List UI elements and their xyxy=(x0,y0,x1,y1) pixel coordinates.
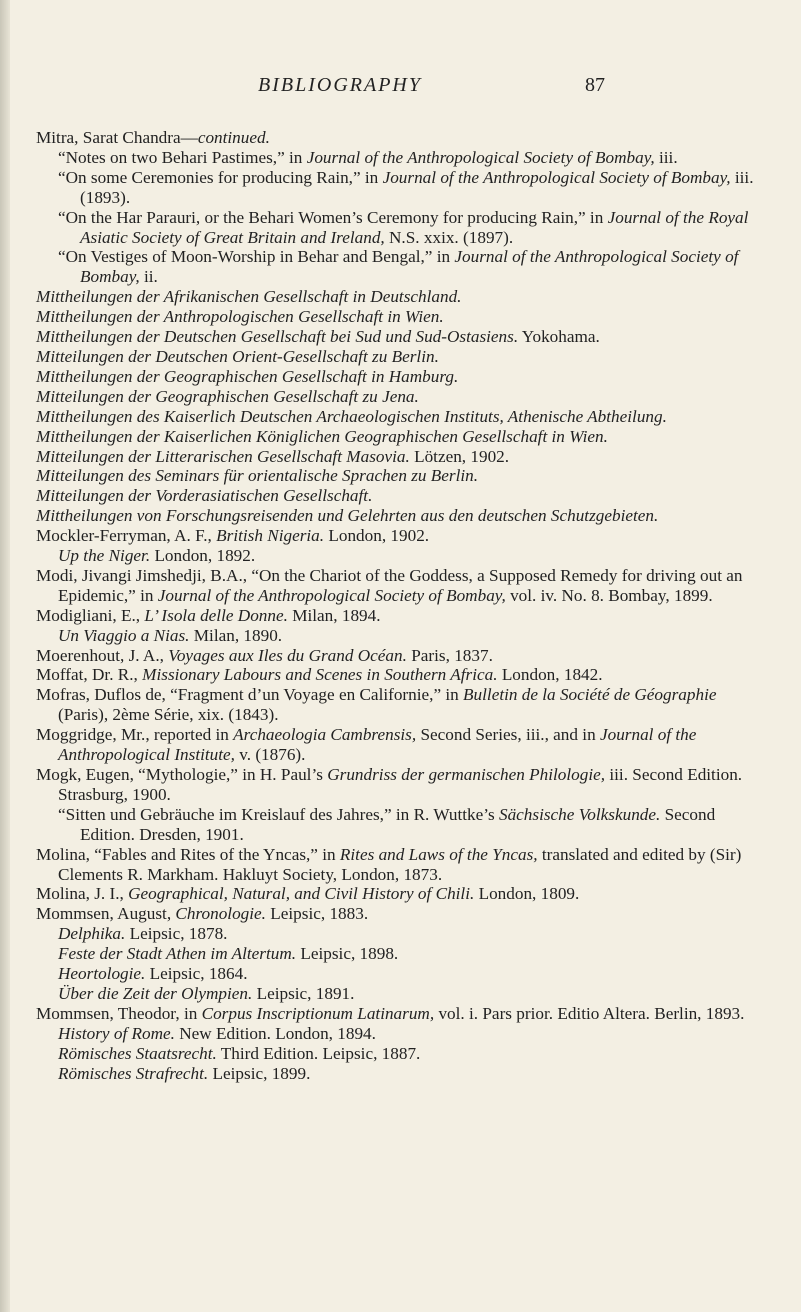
bibliography-entry xyxy=(36,566,764,606)
entry-text: Second Series, iii., and in xyxy=(416,725,600,745)
bibliography-entry xyxy=(36,526,764,546)
entry-text: Milan, 1890. xyxy=(189,625,283,645)
bibliography-entry xyxy=(36,606,764,626)
entry-title-text: Rites and Laws of the Yncas, xyxy=(339,844,538,864)
entry-text: vol. i. Pars prior. Editio Altera. Berlin, 1893. xyxy=(434,1003,745,1023)
entry-text: Mommsen, August, xyxy=(36,904,176,924)
entry-text: Paris, 1837. xyxy=(406,645,493,665)
entry-title-text: Mittheilungen der Afrikanischen Gesellschaft in Deutschland. xyxy=(36,287,462,307)
bibliography-entry xyxy=(36,287,764,307)
entry-text: Leipsic, 1898. xyxy=(296,944,399,964)
entry-text: London, 1902. xyxy=(324,526,430,546)
entry-text: “On the Har Parauri, or the Behari Women’s Ceremony for producing Rain,” in xyxy=(58,207,608,227)
entry-text: Leipsic, 1878. xyxy=(125,924,228,944)
entry-title-text: L’ Isola delle Donne. xyxy=(144,605,288,625)
bibliography-entry xyxy=(36,685,764,725)
entry-text: Molina, J. I., xyxy=(36,884,129,904)
bibliography-entry xyxy=(36,347,764,367)
bibliography-subentry xyxy=(36,984,764,1004)
entry-title-text: Feste der Stadt Athen im Altertum. xyxy=(58,944,297,964)
page-edge-shadow xyxy=(0,0,10,1312)
bibliography-entry xyxy=(36,665,764,685)
bibliography-entry xyxy=(36,486,764,506)
entry-title-text: Mittheilungen von Forschungsreisenden und Gelehrten aus den deutschen Schutzgebieten. xyxy=(36,506,659,526)
entry-title-text: Chronologie. xyxy=(175,904,266,924)
bibliography-entry xyxy=(36,327,764,347)
entry-title-text: Journal of the Anthropological Society of Bombay, xyxy=(306,147,655,167)
entry-text: Milan, 1894. xyxy=(287,605,381,625)
entry-text: iii. xyxy=(654,147,678,167)
bibliography-entry xyxy=(36,407,764,427)
bibliography-entry xyxy=(36,845,764,885)
entry-text: Modigliani, E., xyxy=(36,605,145,625)
entry-text: Moerenhout, J. A., xyxy=(36,645,169,665)
entry-text: London, 1892. xyxy=(150,546,256,566)
entry-text: Second Edition. Dresden, 1901. xyxy=(80,804,716,844)
entry-title-text: History of Rome. xyxy=(58,1023,175,1043)
entry-text: Leipsic, 1864. xyxy=(145,964,248,984)
bibliography-entry xyxy=(36,646,764,666)
entry-title-text: Journal of the Royal Asiatic Society of Great Britain and Ireland, xyxy=(80,207,749,247)
bibliography-subentry xyxy=(36,964,764,984)
entry-text: New Edition. London, 1894. xyxy=(174,1023,376,1043)
entry-text: Moggridge, Mr., reported in xyxy=(36,725,234,745)
bibliography-subentry xyxy=(36,1064,764,1084)
entry-text: Mogk, Eugen, “Mythologie,” in H. Paul’s xyxy=(36,765,328,784)
entry-title-text: Mittheilungen der Anthropologischen Gesellschaft in Wien. xyxy=(36,307,444,327)
bibliography-subentry xyxy=(36,247,764,287)
bibliography-subentry xyxy=(36,546,764,566)
entry-title-text: Mitteilungen der Vorderasiatischen Gesellschaft. xyxy=(36,486,373,506)
entry-title-text: Mitteilungen der Litterarischen Gesellschaft Masovia. xyxy=(36,446,410,466)
entry-text: iii. (1893). xyxy=(80,167,754,207)
entry-title-text: Geographical, Natural, and Civil History of Chili. xyxy=(128,884,475,904)
entry-text: Mitra, Sarat Chandra— xyxy=(36,128,198,147)
entry-title-text: Missionary Labours and Scenes in Southern Africa. xyxy=(142,665,498,685)
bibliography-entry xyxy=(36,884,764,904)
entry-title-text: Sächsische Volkskunde. xyxy=(498,804,661,824)
entry-text: London, 1809. xyxy=(474,884,580,904)
bibliography-entry xyxy=(36,128,764,148)
bibliography-entry xyxy=(36,466,764,486)
entry-title-text: Un Viaggio a Nias. xyxy=(58,625,190,645)
bibliography-entry xyxy=(36,1004,764,1024)
entry-text: “On some Ceremonies for producing Rain,” in xyxy=(58,167,383,187)
entry-text: v. (1876). xyxy=(234,745,306,765)
entry-text: iii. Second Edition. Strasburg, 1900. xyxy=(58,765,743,804)
bibliography-entry xyxy=(36,387,764,407)
entry-text: “Sitten und Gebräuche im Kreislauf des Jahres,” in R. Wuttke’s xyxy=(58,804,499,824)
entry-title-text: Heortologie. xyxy=(58,964,146,984)
entry-text: “Notes on two Behari Pastimes,” in xyxy=(58,147,307,167)
entry-text: Molina, “Fables and Rites of the Yncas,” in xyxy=(36,844,340,864)
entry-title-text: Mitteilungen der Deutschen Orient-Gesellschaft zu Berlin. xyxy=(36,346,439,366)
entry-text: translated and edited by (Sir) Clements R. Markham. Hakluyt Society, London, 1873. xyxy=(58,844,742,884)
entry-title-text: Corpus Inscriptionum Latinarum, xyxy=(201,1003,435,1023)
entry-text: Yokohama. xyxy=(518,327,600,347)
bibliography-subentry xyxy=(36,168,764,208)
bibliography-subentry xyxy=(36,924,764,944)
entry-title-text: continued. xyxy=(197,128,270,147)
bibliography-subentry xyxy=(36,1044,764,1064)
entry-title-text: Römisches Strafrecht. xyxy=(58,1063,209,1083)
page-number: 87 xyxy=(585,74,605,96)
entry-title-text: Mittheilungen der Geographischen Gesellschaft in Hamburg. xyxy=(36,366,459,386)
entry-text: N.S. xxix. (1897). xyxy=(384,227,514,247)
entry-title-text: Journal of the Anthropological Society of Bombay, xyxy=(80,247,739,287)
entry-text: “On Vestiges of Moon-Worship in Behar and Bengal,” in xyxy=(58,247,455,267)
bibliography-subentry xyxy=(36,944,764,964)
entry-text: London, 1842. xyxy=(497,665,603,685)
bibliography-entry xyxy=(36,725,764,765)
entry-title-text: Mittheilungen der Kaiserlichen Königlichen Geographischen Gesellschaft in Wien. xyxy=(36,426,608,446)
running-title: BIBLIOGRAPHY xyxy=(258,74,422,96)
entry-text: vol. iv. No. 8. Bombay, 1899. xyxy=(505,585,713,605)
entry-text: (Paris), 2ème Série, xix. (1843). xyxy=(58,705,279,725)
bibliography-subentry xyxy=(36,208,764,248)
entry-title-text: Delphika. xyxy=(58,924,126,944)
entry-title-text: Mittheilungen der Deutschen Gesellschaft bei Sud und Sud-Ostasiens. xyxy=(36,327,519,347)
entry-title-text: Voyages aux Iles du Grand Océan. xyxy=(168,645,407,665)
bibliography-subentry xyxy=(36,626,764,646)
bibliography-entry xyxy=(36,447,764,467)
entry-title-text: Journal of the Anthropological Institute, xyxy=(58,725,697,765)
entry-title-text: Über die Zeit der Olympien. xyxy=(58,983,253,1003)
entry-title-text: Mitteilungen der Geographischen Gesellschaft zu Jena. xyxy=(36,386,419,406)
entry-text: Lötzen, 1902. xyxy=(409,446,510,466)
bibliography-subentry xyxy=(36,805,764,845)
entry-title-text: Mitteilungen des Seminars für orientalische Sprachen zu Berlin. xyxy=(36,466,479,486)
page-header xyxy=(0,74,801,104)
entry-text: Leipsic, 1891. xyxy=(252,983,355,1003)
bibliography-list xyxy=(36,128,764,1084)
entry-text: ii. xyxy=(139,267,158,287)
bibliography-entry xyxy=(36,506,764,526)
entry-title-text: Bulletin de la Société de Géographie xyxy=(463,685,717,705)
bibliography-entry xyxy=(36,307,764,327)
entry-text: Third Edition. Leipsic, 1887. xyxy=(216,1043,421,1063)
entry-text: Mommsen, Theodor, in xyxy=(36,1003,202,1023)
entry-title-text: Up the Niger. xyxy=(58,546,151,566)
bibliography-entry xyxy=(36,904,764,924)
entry-title-text: Journal of the Anthropological Society of Bombay, xyxy=(382,167,731,187)
bibliography-subentry xyxy=(36,1024,764,1044)
entry-title-text: Mittheilungen des Kaiserlich Deutschen Archaeologischen Instituts, Athenische Abtheilung. xyxy=(36,406,667,426)
entry-title-text: Grundriss der germanischen Philologie, xyxy=(327,765,606,784)
entry-text: Moffat, Dr. R., xyxy=(36,665,143,685)
bibliography-entry xyxy=(36,367,764,387)
entry-text: Leipsic, 1883. xyxy=(265,904,369,924)
entry-title-text: Journal of the Anthropological Society of Bombay, xyxy=(157,585,506,605)
entry-title-text: Römisches Staatsrecht. xyxy=(58,1043,217,1063)
entry-text: Mofras, Duflos de, “Fragment d’un Voyage en Californie,” in xyxy=(36,685,464,705)
bibliography-subentry xyxy=(36,148,764,168)
entry-text: Leipsic, 1899. xyxy=(208,1063,311,1083)
bibliography-entry xyxy=(36,427,764,447)
entry-title-text: British Nigeria. xyxy=(216,526,325,546)
entry-text: Mockler-Ferryman, A. F., xyxy=(36,526,217,546)
bibliography-entry xyxy=(36,765,764,805)
entry-text: Modi, Jivangi Jimshedji, B.A., “On the Chariot of the Goddess, a Supposed Remedy for driving out an Epidemic,” in xyxy=(36,565,743,605)
entry-title-text: Archaeologia Cambrensis, xyxy=(233,725,417,745)
